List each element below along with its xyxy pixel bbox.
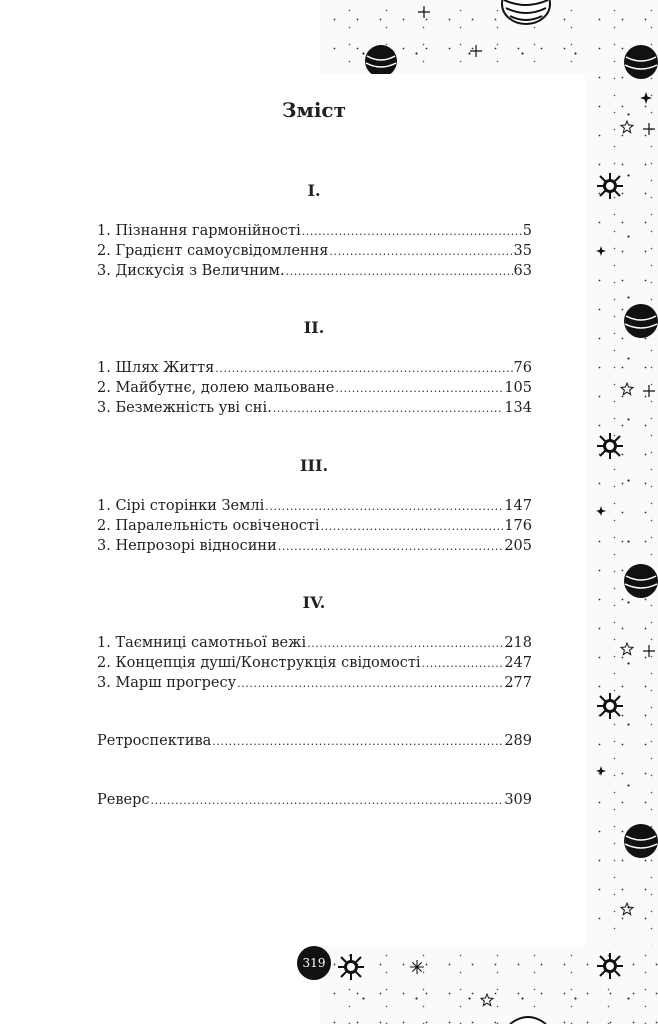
star-icon [480,993,494,1007]
toc-entry[interactable] [97,653,532,673]
toc-entry-label: 3. Безмежність уві сні. [97,400,272,416]
toc-entry-label: Ретроспектива [97,733,212,749]
toc-entry[interactable] [97,221,532,241]
toc-entry-label: 3. Марш прогресу [97,675,237,691]
toc-entry-page: 134 [504,400,532,416]
toc-entry-page: 218 [504,635,532,651]
toc-entry-page: 147 [504,498,532,514]
toc-entry-label: 2. Градієнт самоусвідомлення [97,243,329,259]
toc-entry[interactable] [97,358,532,378]
toc-entry-label: 3. Дискусія з Величним. [97,263,285,279]
toc-entry-label: 1. Сірі сторінки Землі [97,498,265,514]
dot-leader [422,653,504,674]
dot-leader [237,673,503,694]
page-number-badge: 319 [297,946,331,980]
toc-entry-label: 1. Шлях Життя [97,360,215,376]
toc-entry-page: 76 [513,360,532,376]
toc-entry-retrospective[interactable] [97,731,532,751]
toc-entry[interactable] [97,633,532,653]
sun-icon [337,953,365,981]
star-icon [620,902,634,916]
striped-planet-icon [364,44,398,74]
striped-planet-icon [508,1016,548,1024]
star-icon [620,120,634,134]
dot-leader [302,221,522,242]
sparkle-icon [643,645,655,657]
sparkle-icon [643,385,655,397]
sparkle-icon [410,960,424,974]
star-icon [596,246,606,256]
toc-entry[interactable] [97,378,532,398]
part-title-3: III. [299,456,329,475]
toc-entry-page: 35 [513,243,532,259]
toc-entry-label: 2. Паралельність освіченості [97,518,320,534]
toc-entry[interactable] [97,673,532,693]
dot-leader [329,241,512,262]
toc-entry-page: 289 [504,733,532,749]
sun-icon [596,692,624,720]
toc-entry-label: 2. Концепція душі/Конструкція свідомості [97,655,421,671]
toc-entry[interactable] [97,516,532,536]
star-icon [620,642,634,656]
toc-entry-page: 5 [522,223,532,239]
dot-leader [278,536,504,557]
toc-entry[interactable] [97,241,532,261]
toc-entry-label: 1. Таємниці самотньої вежі [97,635,307,651]
sun-icon [596,952,624,980]
toc-entry-page: 205 [504,538,532,554]
star-icon [596,766,606,776]
part-title-4: IV. [302,593,326,612]
toc-entry-page: 105 [504,380,532,396]
toc-entry-page: 63 [513,263,532,279]
striped-planet-icon [623,823,658,859]
toc-entry-reverse[interactable] [97,790,532,810]
toc-entry-label: 2. Майбутнє, долею мальоване [97,380,335,396]
sparkle-icon [643,123,655,135]
dot-leader [273,398,504,419]
dot-leader [265,496,503,517]
toc-entry[interactable] [97,398,532,418]
dot-leader [151,790,504,811]
star-icon [620,382,634,396]
toc-entry[interactable] [97,496,532,516]
star-icon [640,92,652,104]
striped-planet-icon [623,563,658,599]
toc-entry-page: 277 [504,675,532,691]
part-title-1: I. [307,181,321,200]
toc-entry[interactable] [97,261,532,281]
page-margin-top [0,0,320,74]
dot-leader [286,261,513,282]
toc-entry-label: 1. Пізнання гармонійності [97,223,301,239]
sparkle-icon [418,6,430,18]
part-title-2: II. [303,318,325,337]
toc-entry-page: 247 [504,655,532,671]
dot-leader [307,633,503,654]
dot-leader [212,731,503,752]
toc-entry-label: 3. Непрозорі відносини [97,538,277,554]
dot-leader [321,516,504,537]
toc-entry-page: 309 [504,792,532,808]
sparkle-icon [470,45,482,57]
toc-entry-page: 176 [504,518,532,534]
toc-entry-label: Реверс [97,792,150,808]
striped-planet-icon [623,44,658,80]
dot-leader [335,378,503,399]
toc-title: Зміст [282,98,346,122]
striped-planet-icon [623,303,658,339]
dot-leader [215,358,512,379]
toc-entry[interactable] [97,536,532,556]
star-icon [596,506,606,516]
striped-planet-icon [500,0,552,26]
